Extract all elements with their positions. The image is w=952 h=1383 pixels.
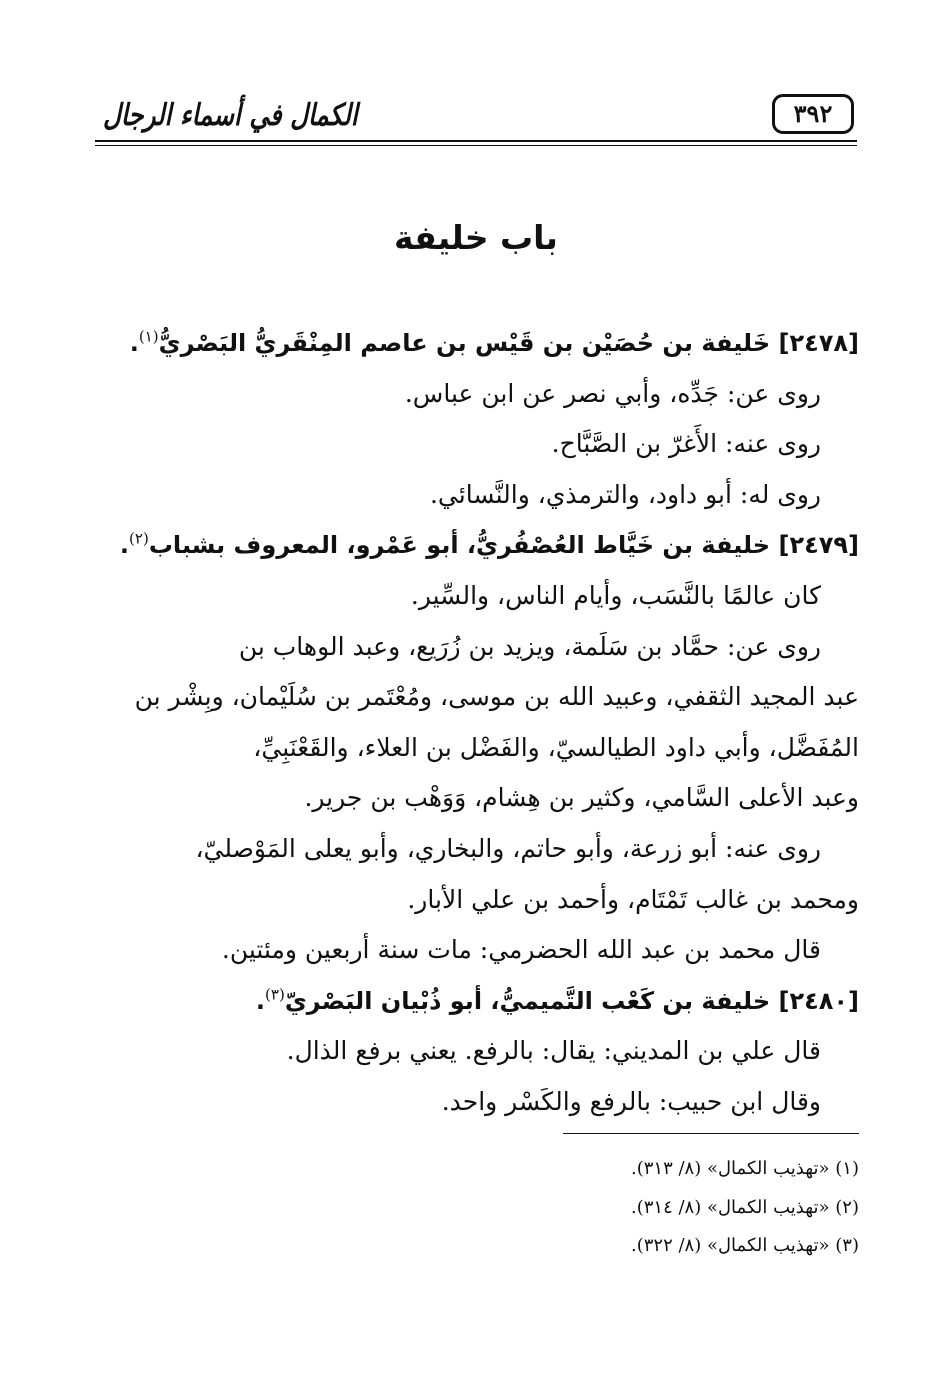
- text-line: عبد المجيد الثقفي، وعبيد الله بن موسى، ومُعْتَمر بن سُلَيْمان، وبِشْر بن: [134, 682, 859, 712]
- entry-heading-text: [٢٤٨٠] خليفة بن كَعْب التَّميميُّ، أبو ذُبْيان البَصْريّ: [284, 986, 859, 1015]
- entry-heading-text: [٢٤٧٩] خليفة بن خَيَّاط العُصْفُريُّ، أبو عَمْرو، المعروف بشباب: [148, 531, 859, 560]
- heading-tail: .: [119, 531, 130, 560]
- footnote-item: (٢) «تهذيب الكمال» (٨/ ٣١٤).: [630, 1196, 859, 1218]
- footnote-marker: (٢): [129, 530, 149, 549]
- text-line: كان عالمًا بالنَّسَب، وأيام الناس، والسِّير.: [410, 580, 821, 610]
- text-line: قال علي بن المديني: يقال: بالرفع. يعني برفع الذال.: [286, 1036, 821, 1066]
- entry-heading: [91, 520, 859, 571]
- text-line: ومحمد بن غالب تَمْتَام، وأحمد بن علي الأبار.: [407, 884, 859, 914]
- text-line: المُفَضَّل، وأبي داود الطيالسيّ، والفَضْل بن العلاء، والقَعْنَبِيِّ،: [253, 732, 859, 762]
- footnote-rule: [563, 1133, 859, 1134]
- book-title: الكمال في أسماء الرجال: [103, 98, 358, 133]
- page-number: ٣٩٢: [772, 94, 854, 134]
- text-line: وقال ابن حبيب: بالرفع والكَسْر واحد.: [441, 1086, 821, 1116]
- entry-heading: [91, 318, 859, 369]
- heading-tail: .: [129, 329, 139, 357]
- entry-heading-text: [٢٤٧٨] خَليفة بن حُصَيْن بن قَيْس بن عاصم المِنْقَريُّ البَصْريُّ: [158, 329, 859, 357]
- footnote-marker: (١): [138, 327, 159, 346]
- text-line: روى عنه: الأَغرّ بن الصَّبَّاح.: [551, 429, 821, 459]
- footnote-item: (١) «تهذيب الكمال» (٨/ ٣١٣).: [630, 1158, 859, 1179]
- text-line: قال محمد بن عبد الله الحضرمي: مات سنة أربعين ومئتين.: [221, 935, 821, 965]
- footnotes: [91, 1150, 859, 1266]
- entry-heading: [91, 976, 859, 1027]
- running-header: [95, 88, 857, 150]
- text-line: روى عن: حمَّاد بن سَلَمة، ويزيد بن زُرَيع، وعبد الوهاب بن: [238, 631, 821, 661]
- chapter-title: باب خليفة: [394, 218, 558, 257]
- footnote-item: (٣) «تهذيب الكمال» (٨/ ٣٢٢).: [630, 1235, 859, 1256]
- text-line: روى له: أبو داود، والترمذي، والنَّسائي.: [429, 479, 821, 509]
- text-line: روى عن: جَدِّه، وأبي نصر عن ابن عباس.: [404, 378, 821, 408]
- body-text: [91, 318, 859, 1128]
- heading-tail: .: [255, 986, 266, 1015]
- footnote-marker: (٣): [265, 985, 285, 1004]
- header-rule: [95, 140, 857, 142]
- text-line: روى عنه: أبو زرعة، وأبو حاتم، والبخاري، وأبو يعلى المَوْصليّ،: [195, 833, 821, 863]
- header-rule-thin: [95, 145, 857, 146]
- text-line: وعبد الأعلى السَّامي، وكثير بن هِشام، وَوَهْب بن جرير.: [304, 783, 859, 813]
